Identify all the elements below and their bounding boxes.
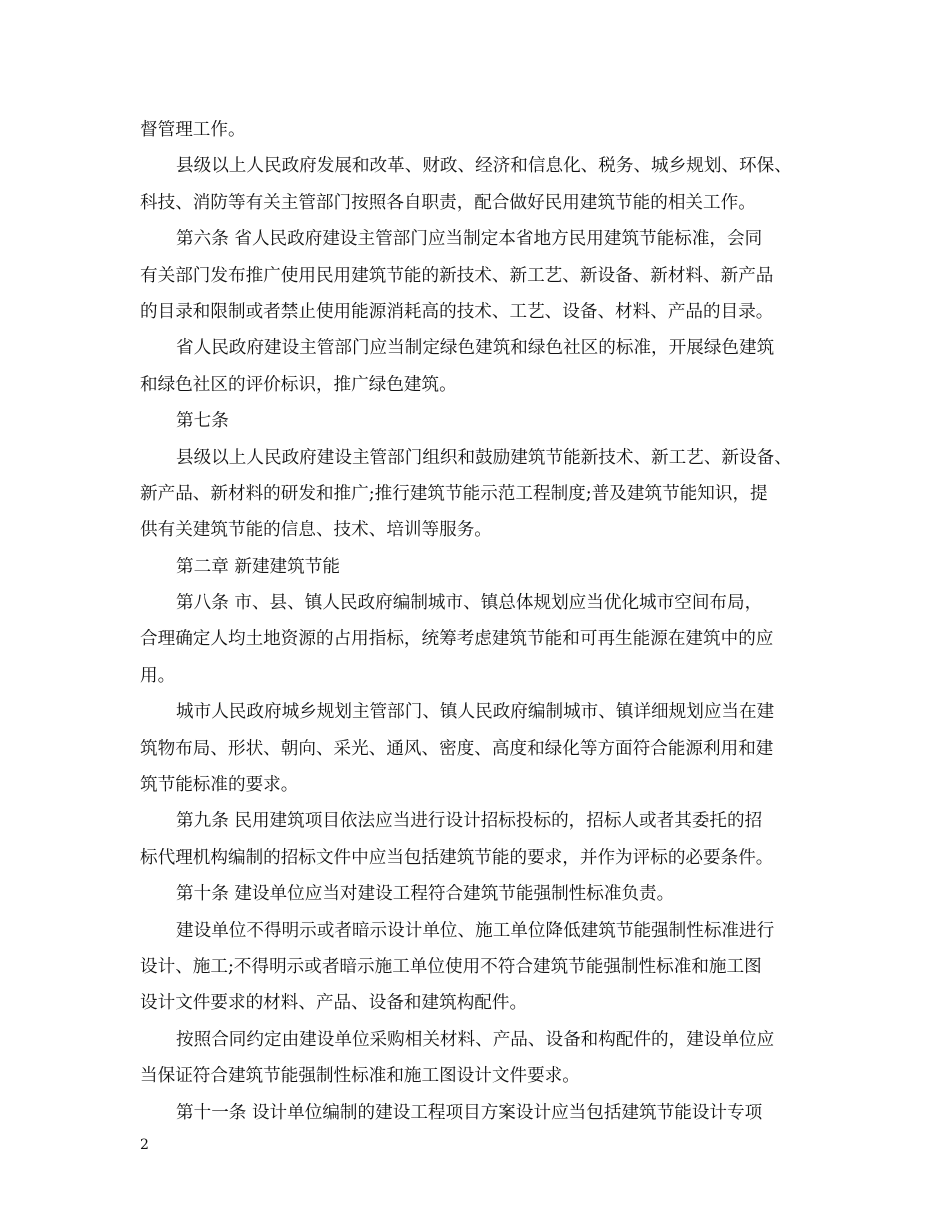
text-line: 城市人民政府城乡规划主管部门、镇人民政府编制城市、镇详细规划应当在建 (176, 702, 775, 723)
text-line: 设计文件要求的材料、产品、设备和建筑构配件。 (140, 993, 528, 1014)
document-body (140, 112, 812, 1131)
text-line: 第十条 建设单位应当对建设工程符合建筑节能强制性标准负责。 (176, 884, 675, 905)
text-line: 县级以上人民政府建设主管部门组织和鼓励建筑节能新技术、新工艺、新设备、 (176, 447, 792, 468)
text-line: 省人民政府建设主管部门应当制定绿色建筑和绿色社区的标准，开展绿色建筑 (176, 338, 775, 359)
text-line: 标代理机构编制的招标文件中应当包括建筑节能的要求，并作为评标的必要条件。 (140, 847, 774, 868)
text-line: 用。 (140, 665, 176, 686)
text-line: 的目录和限制或者禁止使用能源消耗高的技术、工艺、设备、材料、产品的目录。 (140, 301, 774, 322)
text-line: 第七条 (176, 411, 229, 432)
page-number: 2 (140, 1137, 149, 1153)
text-line: 设计、施工;不得明示或者暗示施工单位使用不符合建筑节能强制性标准和施工图 (140, 956, 762, 977)
text-line: 第十一条 设计单位编制的建设工程项目方案设计应当包括建筑节能设计专项 (176, 1102, 763, 1123)
text-line: 第二章 新建建筑节能 (176, 556, 340, 577)
text-line: 和绿色社区的评价标识，推广绿色建筑。 (140, 374, 457, 395)
text-line: 合理确定人均土地资源的占用指标，统筹考虑建筑节能和可再生能源在建筑中的应 (140, 629, 774, 650)
text-line: 第六条 省人民政府建设主管部门应当制定本省地方民用建筑节能标准，会同 (176, 229, 763, 250)
text-line: 科技、消防等有关主管部门按照各自职责，配合做好民用建筑节能的相关工作。 (140, 192, 756, 213)
text-line: 第八条 市、县、镇人民政府编制城市、镇总体规划应当优化城市空间布局， (176, 593, 763, 614)
text-line: 督管理工作。 (140, 120, 246, 140)
text-line: 筑节能标准的要求。 (140, 775, 299, 796)
text-line: 有关部门发布推广使用民用建筑节能的新技术、新工艺、新设备、新材料、新产品 (140, 265, 774, 286)
text-line: 筑物布局、形状、朝向、采光、通风、密度、高度和绿化等方面符合能源利用和建 (140, 738, 774, 759)
text-line: 第九条 民用建筑项目依法应当进行设计招标投标的，招标人或者其委托的招 (176, 811, 763, 832)
text-line: 当保证符合建筑节能强制性标准和施工图设计文件要求。 (140, 1066, 580, 1087)
text-line: 建设单位不得明示或者暗示设计单位、施工单位降低建筑节能强制性标准进行 (176, 920, 775, 941)
text-line: 按照合同约定由建设单位采购相关材料、产品、设备和构配件的，建设单位应 (176, 1029, 775, 1050)
text-line: 县级以上人民政府发展和改革、财政、经济和信息化、税务、城乡规划、环保、 (176, 156, 792, 177)
text-line: 新产品、新材料的研发和推广;推行建筑节能示范工程制度;普及建筑节能知识，提 (140, 483, 768, 504)
text-line: 供有关建筑节能的信息、技术、培训等服务。 (140, 520, 492, 541)
